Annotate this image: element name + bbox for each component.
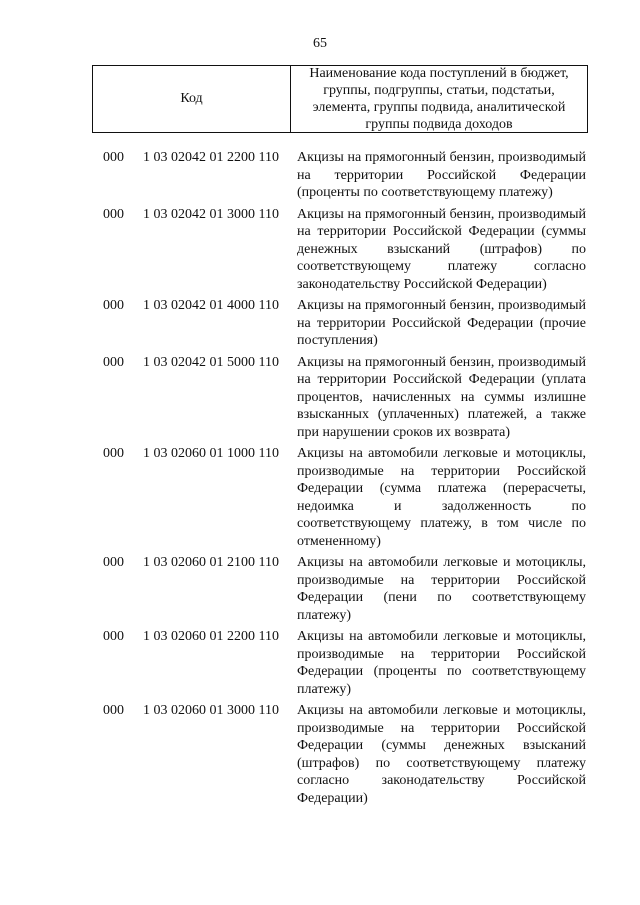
revenue-name: Акцизы на автомобили легковые и мотоциклы, производимые на территории Российской Федерации (проценты по соответствующему платежу) bbox=[297, 629, 586, 697]
revenue-code: 1 03 02042 01 3000 110 bbox=[143, 206, 279, 222]
revenue-code: 1 03 02060 01 2100 110 bbox=[143, 555, 279, 570]
table-row bbox=[0, 628, 640, 698]
revenue-name: Акцизы на прямогонный бензин, производимый на территории Российской Федерации (суммы денежных взысканий (штрафов) по соответствующему платежу согласно законодательству Российской Федерации) bbox=[297, 206, 586, 292]
revenue-codes-list bbox=[0, 149, 640, 811]
revenue-code: 1 03 02060 01 2200 110 bbox=[143, 629, 279, 644]
table-header bbox=[92, 65, 588, 133]
table-row bbox=[0, 297, 640, 350]
header-name-label: Наименование кода поступлений в бюджет, группы, подгруппы, статьи, подстатьи, элемента, группы подвида, аналитической группы подвида доходов bbox=[309, 66, 569, 132]
table-row bbox=[0, 554, 640, 624]
revenue-code: 1 03 02060 01 1000 110 bbox=[143, 446, 279, 461]
table-row bbox=[0, 702, 640, 807]
admin-code: 000 bbox=[103, 206, 124, 222]
revenue-name: Акцизы на автомобили легковые и мотоциклы, производимые на территории Российской Федерации (пени по соответствующему платежу) bbox=[297, 555, 586, 623]
revenue-code: 1 03 02042 01 5000 110 bbox=[143, 354, 279, 370]
admin-code: 000 bbox=[103, 555, 124, 570]
revenue-code: 1 03 02042 01 4000 110 bbox=[143, 298, 279, 313]
table-row bbox=[0, 206, 640, 294]
revenue-name: Акцизы на автомобили легковые и мотоциклы, производимые на территории Российской Федерации (сумма платежа (перерасчеты, недоимка и задолженность по соответствующему платежу, в том числе по отмененному) bbox=[297, 446, 586, 549]
admin-code: 000 bbox=[103, 446, 124, 461]
admin-code: 000 bbox=[103, 629, 124, 644]
admin-code: 000 bbox=[103, 298, 124, 313]
admin-code: 000 bbox=[103, 150, 124, 165]
revenue-code: 1 03 02042 01 2200 110 bbox=[143, 150, 279, 165]
table-row bbox=[0, 149, 640, 202]
revenue-name: Акцизы на прямогонный бензин, производимый на территории Российской Федерации (уплата процентов, начисленных на суммы излишне взысканных (уплаченных) платежей, а также при нарушении сроков их возврата) bbox=[297, 354, 586, 440]
admin-code: 000 bbox=[103, 354, 124, 370]
revenue-name: Акцизы на автомобили легковые и мотоциклы, производимые на территории Российской Федерации (суммы денежных взысканий (штрафов) по соответствующему платежу согласно законодательству Российской Федерации) bbox=[297, 703, 586, 806]
admin-code: 000 bbox=[103, 703, 124, 718]
table-row bbox=[0, 445, 640, 550]
revenue-name: Акцизы на прямогонный бензин, производимый на территории Российской Федерации (прочие поступления) bbox=[297, 298, 586, 348]
revenue-name: Акцизы на прямогонный бензин, производимый на территории Российской Федерации (проценты по соответствующему платежу) bbox=[297, 150, 586, 200]
header-code-label: Код bbox=[93, 66, 291, 132]
page-number: 65 bbox=[313, 36, 327, 51]
table-row bbox=[0, 354, 640, 442]
revenue-code: 1 03 02060 01 3000 110 bbox=[143, 703, 279, 718]
